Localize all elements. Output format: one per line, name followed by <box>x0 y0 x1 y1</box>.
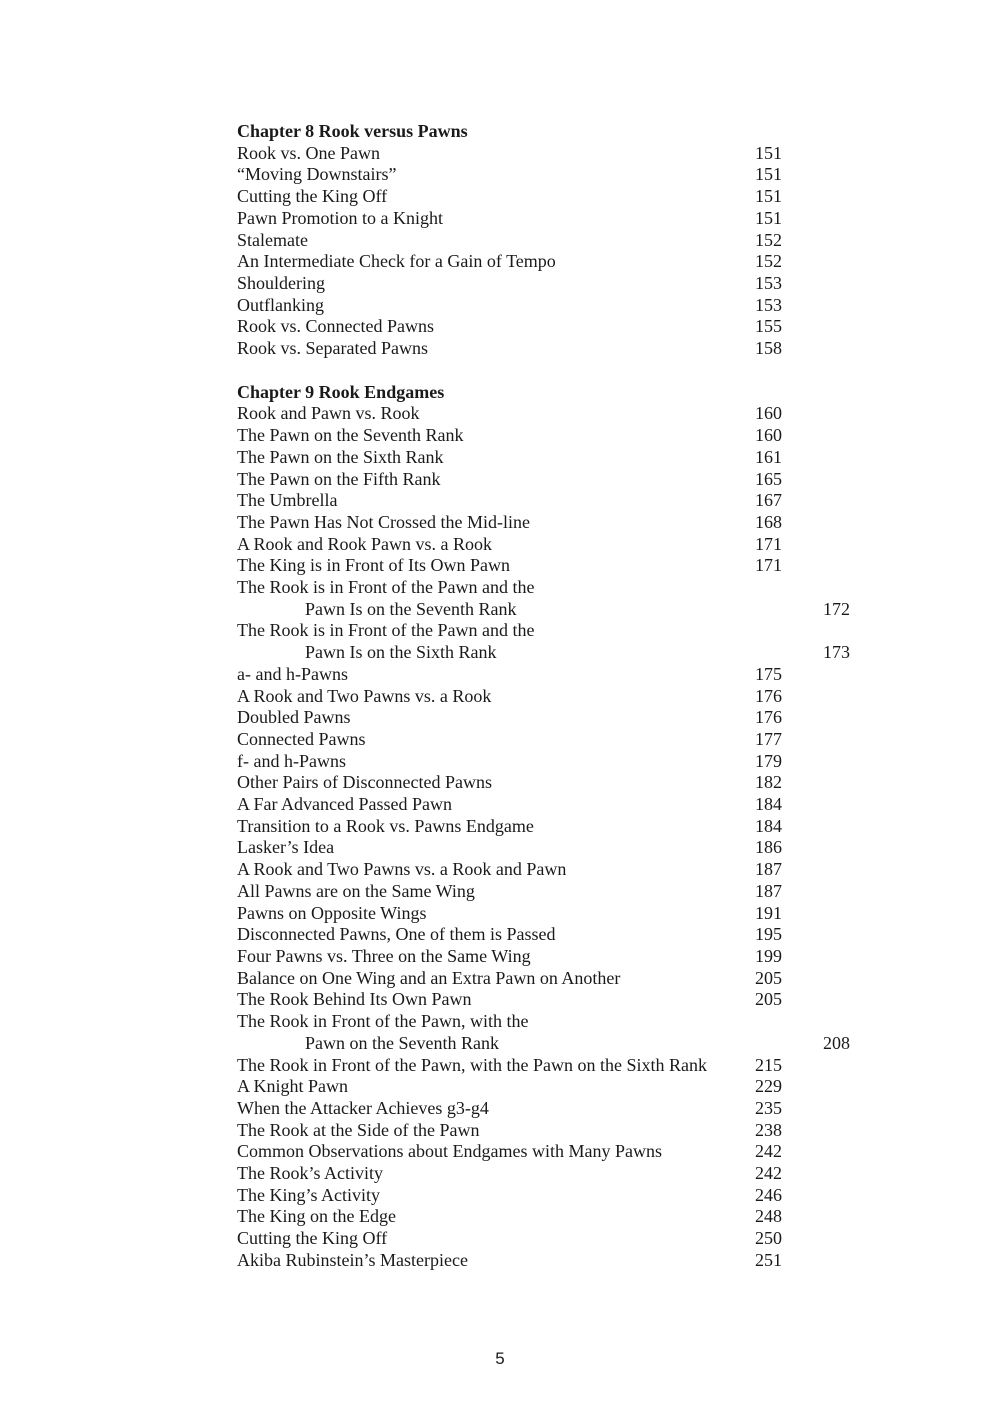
toc-entry-page: 186 <box>755 837 782 858</box>
toc-entry-page: 187 <box>755 880 782 901</box>
toc-entry-title: The Pawn on the Seventh Rank <box>237 425 464 446</box>
toc-entry-title: Pawns on Opposite Wings <box>237 902 427 923</box>
toc-entry-page: 176 <box>755 685 782 706</box>
toc-entry-page: 177 <box>755 728 782 749</box>
toc-entry-page: 151 <box>755 207 782 228</box>
toc-entry-page: 199 <box>755 945 782 966</box>
toc-entry-title: The Rook at the Side of the Pawn <box>237 1119 480 1140</box>
toc-entry-title: The Rook is in Front of the Pawn and the <box>237 620 535 641</box>
toc-entry <box>237 686 797 708</box>
toc-entry-page: 205 <box>755 989 782 1010</box>
toc-entry-page: 161 <box>755 446 782 467</box>
toc-entry <box>237 164 797 186</box>
toc-entry-page <box>755 577 797 599</box>
toc-entry-page: 171 <box>755 555 782 576</box>
toc-entry-title: Lasker’s Idea <box>237 837 335 858</box>
toc-entry-page: 195 <box>755 924 782 945</box>
toc-entry-title: Rook and Pawn vs. Rook <box>237 403 420 424</box>
toc-entry-title: Connected Pawns <box>237 728 366 749</box>
toc-entry <box>237 751 797 773</box>
toc-entry-title: The Pawn on the Fifth Rank <box>237 468 441 489</box>
toc-entry-page: 168 <box>755 511 782 532</box>
toc-entry-title: Pawn Is on the Sixth Rank <box>305 642 497 663</box>
toc-entry <box>237 1185 797 1207</box>
toc-entry <box>237 534 797 556</box>
toc-entry <box>237 924 797 946</box>
toc-entry-page: 191 <box>755 902 782 923</box>
toc-entry-title: The Rook Behind Its Own Pawn <box>237 989 472 1010</box>
toc-entry-page: 238 <box>755 1119 782 1140</box>
toc-entry <box>237 208 797 230</box>
toc-entry <box>237 1141 797 1163</box>
toc-entry <box>237 1206 797 1228</box>
toc-entry-title: All Pawns are on the Same Wing <box>237 880 475 901</box>
toc-entry <box>237 1163 797 1185</box>
toc-entry-title: The Pawn on the Sixth Rank <box>237 446 444 467</box>
toc-entry <box>237 1055 797 1077</box>
toc-entry <box>237 946 797 968</box>
toc-entry-title: A Far Advanced Passed Pawn <box>237 794 452 815</box>
toc-entry <box>237 143 797 165</box>
toc-entry-title: The King is in Front of Its Own Pawn <box>237 555 510 576</box>
table-of-contents <box>237 121 850 1272</box>
toc-entry <box>237 772 797 794</box>
toc-entry <box>237 512 797 534</box>
toc-entry-page <box>755 1011 797 1033</box>
toc-entry-page: 229 <box>755 1076 782 1097</box>
toc-entry-page: 179 <box>755 750 782 771</box>
chapter-8-title: Chapter 8 Rook versus Pawns <box>237 121 468 141</box>
toc-entry-page: 235 <box>755 1097 782 1118</box>
toc-entry-title: When the Attacker Achieves g3-g4 <box>237 1097 489 1118</box>
toc-entry-title: The Pawn Has Not Crossed the Mid-line <box>237 511 530 532</box>
toc-entry <box>237 230 797 252</box>
toc-entry-page: 173 <box>823 642 850 663</box>
toc-entry <box>237 620 797 642</box>
toc-entry-page: 153 <box>755 272 782 293</box>
chapter-9-entries <box>237 403 850 1271</box>
toc-entry <box>237 859 797 881</box>
toc-entry <box>237 295 797 317</box>
toc-entry-page: 251 <box>755 1249 782 1270</box>
toc-entry-page: 242 <box>755 1141 782 1162</box>
toc-entry-page: 151 <box>755 164 782 185</box>
toc-entry <box>237 598 850 621</box>
toc-entry <box>237 794 797 816</box>
toc-entry-page: 167 <box>755 490 782 511</box>
toc-entry-title: The Rook in Front of the Pawn, with the <box>237 1011 529 1032</box>
toc-entry <box>237 1011 797 1033</box>
toc-entry-title: “Moving Downstairs” <box>237 164 397 185</box>
toc-entry <box>237 490 797 512</box>
toc-entry <box>237 664 797 686</box>
toc-entry-title: Rook vs. Connected Pawns <box>237 316 434 337</box>
toc-entry-page: 250 <box>755 1228 782 1249</box>
toc-entry <box>237 837 797 859</box>
toc-entry-page: 165 <box>755 468 782 489</box>
toc-entry-title: Rook vs. Separated Pawns <box>237 338 428 359</box>
toc-entry-title: The Umbrella <box>237 490 338 511</box>
toc-entry-title: Common Observations about Endgames with Many Pawns <box>237 1141 662 1162</box>
toc-entry-title: Stalemate <box>237 229 308 250</box>
toc-entry-page: 208 <box>823 1032 850 1053</box>
toc-entry-title: f- and h-Pawns <box>237 750 346 771</box>
toc-entry-page: 155 <box>755 316 782 337</box>
toc-entry-page: 205 <box>755 967 782 988</box>
toc-entry-title: Akiba Rubinstein’s Masterpiece <box>237 1249 468 1270</box>
toc-entry-title: The Rook’s Activity <box>237 1163 383 1184</box>
toc-entry-page: 172 <box>823 598 850 619</box>
toc-entry-page: 152 <box>755 229 782 250</box>
toc-entry <box>237 316 797 338</box>
toc-entry <box>237 469 797 491</box>
toc-entry-title: Rook vs. One Pawn <box>237 142 380 163</box>
page-number: 5 <box>495 1349 505 1368</box>
toc-entry-title: An Intermediate Check for a Gain of Tempo <box>237 251 556 272</box>
toc-entry <box>237 1076 797 1098</box>
toc-entry <box>237 881 797 903</box>
toc-entry <box>237 989 797 1011</box>
toc-entry <box>237 707 797 729</box>
toc-entry-title: Four Pawns vs. Three on the Same Wing <box>237 945 531 966</box>
toc-entry-page: 171 <box>755 533 782 554</box>
toc-entry-title: Pawn on the Seventh Rank <box>305 1032 499 1053</box>
toc-entry-title: Outflanking <box>237 294 324 315</box>
toc-entry <box>237 186 797 208</box>
toc-entry-page: 184 <box>755 815 782 836</box>
toc-entry-page: 151 <box>755 186 782 207</box>
toc-entry <box>237 903 797 925</box>
toc-entry-title: A Rook and Two Pawns vs. a Rook and Pawn <box>237 859 567 880</box>
toc-entry <box>237 1032 850 1055</box>
toc-entry-title: Balance on One Wing and an Extra Pawn on Another <box>237 967 621 988</box>
toc-entry-page: 215 <box>755 1054 782 1075</box>
chapter-8-entries <box>237 143 797 360</box>
toc-entry-title: A Knight Pawn <box>237 1076 349 1097</box>
toc-entry-title: Doubled Pawns <box>237 707 351 728</box>
toc-entry <box>237 816 797 838</box>
toc-entry <box>237 1098 797 1120</box>
toc-entry <box>237 447 797 469</box>
toc-entry-title: Cutting the King Off <box>237 186 388 207</box>
toc-entry-page: 187 <box>755 859 782 880</box>
toc-entry-page: 246 <box>755 1184 782 1205</box>
toc-entry-page: 242 <box>755 1163 782 1184</box>
toc-entry-title: Pawn Promotion to a Knight <box>237 207 443 228</box>
toc-entry-title: Cutting the King Off <box>237 1228 388 1249</box>
toc-entry <box>237 968 797 990</box>
toc-entry <box>237 642 850 664</box>
toc-entry-page: 176 <box>755 707 782 728</box>
toc-entry-title: A Rook and Rook Pawn vs. a Rook <box>237 533 493 554</box>
chapter-9-title: Chapter 9 Rook Endgames <box>237 381 445 402</box>
toc-entry-page: 158 <box>755 338 782 359</box>
toc-entry-title: Shouldering <box>237 272 325 293</box>
toc-entry <box>237 273 797 295</box>
toc-entry <box>237 403 797 425</box>
toc-entry-title: The Rook is in Front of the Pawn and the <box>237 577 535 598</box>
toc-entry-title: The King on the Edge <box>237 1206 396 1227</box>
toc-entry-page: 160 <box>755 403 782 424</box>
toc-entry <box>237 577 797 599</box>
toc-entry-title: Other Pairs of Disconnected Pawns <box>237 772 492 793</box>
toc-entry-page: 160 <box>755 425 782 446</box>
toc-entry-page: 151 <box>755 142 782 163</box>
toc-entry-title: a- and h-Pawns <box>237 663 348 684</box>
toc-entry-page: 152 <box>755 251 782 272</box>
chapter-9-section <box>237 381 850 1272</box>
toc-entry-title: Transition to a Rook vs. Pawns Endgame <box>237 815 534 836</box>
toc-entry-page: 184 <box>755 794 782 815</box>
toc-entry-page: 182 <box>755 772 782 793</box>
chapter-8-section <box>237 121 797 360</box>
toc-entry <box>237 1250 797 1272</box>
toc-entry-title: The King’s Activity <box>237 1184 380 1205</box>
toc-entry <box>237 555 797 577</box>
toc-entry <box>237 1120 797 1142</box>
toc-entry-title: A Rook and Two Pawns vs. a Rook <box>237 685 492 706</box>
toc-entry <box>237 729 797 751</box>
toc-entry-page: 175 <box>755 663 782 684</box>
toc-entry <box>237 425 797 447</box>
toc-entry <box>237 251 797 273</box>
toc-entry <box>237 338 797 360</box>
toc-entry-page: 248 <box>755 1206 782 1227</box>
toc-entry-page: 153 <box>755 294 782 315</box>
toc-entry <box>237 1228 797 1250</box>
toc-entry-title: Pawn Is on the Seventh Rank <box>305 598 517 619</box>
toc-entry-title: The Rook in Front of the Pawn, with the Pawn on the Sixth Rank <box>237 1054 707 1075</box>
toc-entry-title: Disconnected Pawns, One of them is Passed <box>237 924 556 945</box>
toc-entry-page <box>755 620 797 642</box>
